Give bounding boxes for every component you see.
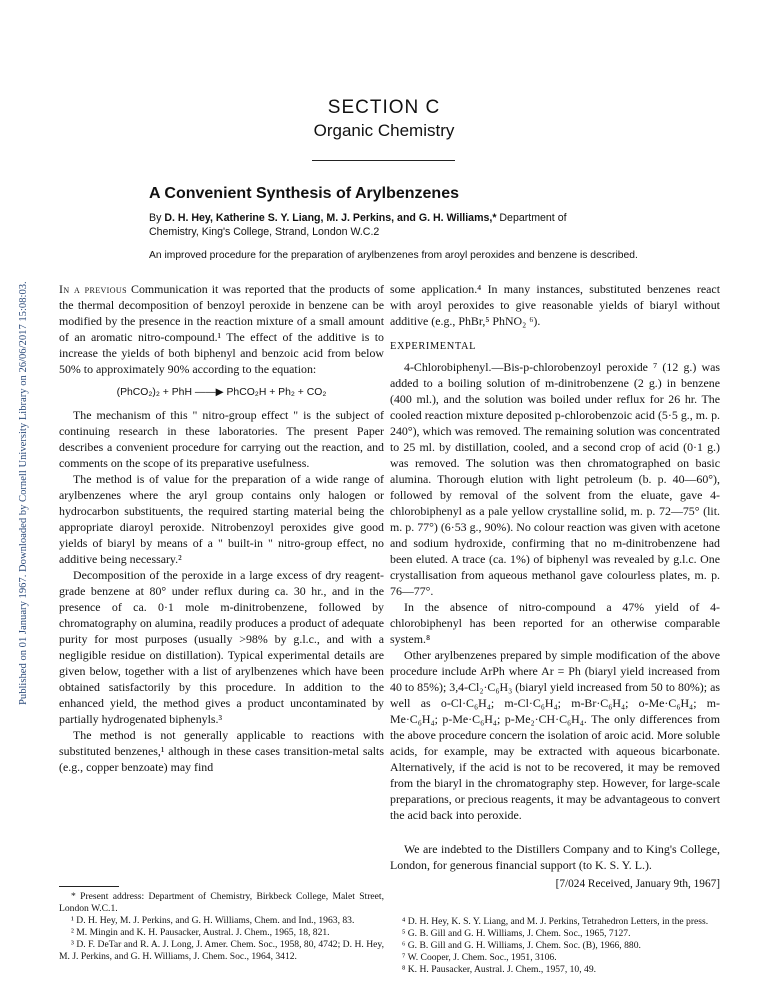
footnote: ¹ D. H. Hey, M. J. Perkins, and G. H. Williams, Chem. and Ind., 1963, 83. (71, 915, 355, 926)
abstract: An improved procedure for the preparation of arylbenzenes from aroyl peroxides and benzene is described. (149, 250, 638, 261)
paragraph-continuation: some application.⁴ In many instances, substituted benzenes react with aroyl peroxides to give reasonable yields of biaryl without additive (e.g., PhBr,⁵ PhNO₂ ⁶). (390, 282, 720, 328)
lead-in: In a previous (59, 282, 127, 296)
footnote: ² M. Mingin and K. H. Pausacker, Austral. J. Chem., 1965, 18, 821. (71, 927, 330, 938)
section-title: SECTION C (327, 97, 441, 118)
footnote: ⁸ K. H. Pausacker, Austral. J. Chem., 1957, 10, 49. (402, 964, 597, 975)
footnote-divider (59, 886, 119, 887)
authors: D. H. Hey, Katherine S. Y. Liang, M. J. Perkins, and G. H. Williams,* (164, 212, 497, 224)
footnote: ⁷ W. Cooper, J. Chem. Soc., 1951, 3106. (402, 952, 557, 963)
left-column (59, 281, 384, 775)
title-divider (312, 160, 455, 161)
right-column (390, 281, 720, 892)
acknowledgement: We are indebted to the Distillers Company and to King's College, London, for generous financial support (to K. S. Y. L.). (390, 842, 720, 872)
right-footnotes (390, 916, 720, 976)
left-footnotes (59, 886, 384, 963)
received-date: [7/024 Received, January 9th, 1967] (555, 878, 720, 890)
paragraph-intro-text: Communication it was reported that the products of the thermal decomposition of benzoyl peroxide in benzene can be modified by the presence in the reaction mixture of a small amount of an aromatic nitro-compound.¹ The effect of the additive is to increase the yields of both biphenyl and benzoic acid from below 50% to approximately 90% according to the equation: (59, 282, 385, 376)
footnote: ⁵ G. B. Gill and G. H. Williams, J. Chem. Soc., 1965, 7127. (402, 928, 631, 939)
paragraph-method: Decomposition of the peroxide in a large excess of dry reagent-grade benzene at 80° under reflux during ca. 30 hr., and in the presence of ca. 0·1 mole m-dinitrobenzene, followed by chromatography on alumina, readily produces a product of adequate purity for most purposes (usually >98% by g.l.c., and with a negligible residue on distillation). Typical experimental details are given below, together with a list of arylbenzenes which have been obtained satisfactorily by this procedure. In addition to the enhanced yield, the method gives a product uncontaminated by partially hydrogenated biphenyls.³ (59, 568, 384, 726)
paragraph-mechanism: The mechanism of this " nitro-group effect " is the subject of continuing research in these laboratories. The present Paper describes a convenient procedure for carrying out the reaction, and comments on the scope of its preparative usefulness. (59, 408, 384, 470)
paper-title: A Convenient Synthesis of Arylbenzenes (149, 185, 459, 202)
paragraph-scope: The method is of value for the preparation of a wide range of arylbenzenes where the aryl group contains only halogen or hydrocarbon substituents, the required starting material being the appropriate diaroyl peroxide. Nitrobenzoyl peroxides give good yields of biaryl by means of a " built-in " nitro-group effect, no additive being necessary.² (59, 472, 384, 566)
experimental-heading: EXPERIMENTAL (390, 341, 477, 352)
paragraph-comparison: In the absence of nitro-compound a 47% yield of 4-chlorobiphenyl has been reported for an otherwise comparable system.⁸ (390, 600, 720, 646)
footnote: * Present address: Department of Chemistry, Birkbeck College, Malet Street, London W.C.1. (59, 891, 384, 914)
download-watermark-text: Published on 01 January 1967. Downloaded by Cornell University Library on 26/06/2017 15:08:03. (18, 281, 29, 705)
footnote: ⁴ D. H. Hey, K. S. Y. Liang, and M. J. Perkins, Tetrahedron Letters, in the press. (402, 916, 709, 927)
section-subtitle: Organic Chemistry (313, 121, 455, 140)
paragraph-intro (59, 281, 384, 377)
paragraph-procedure: 4-Chlorobiphenyl.—Bis-p-chlorobenzoyl peroxide ⁷ (12 g.) was added to a boiling solution of m-dinitrobenzene (2 g.) in benzene (400 ml.), and the solution was boiled under reflux for 26 hr. The cooled reaction mixture deposited p-chlorobenzoic acid (5·5 g., m. p. 240°), which was removed. The remaining solution was concentrated to 25 ml. by distillation, cooled, and a second crop of acid (0·1 g.) was removed. The solution was then chromatographed on basic alumina. Thorough elution with light petroleum (b. p. 40—60°), followed by removal of the solvent from the eluate, gave 4-chlorobiphenyl as a pale yellow crystalline solid, m. p. 72—75° (lit. m. p. 77°) (6·53 g., 90%). No colour reaction was given with acetone and sodium hydroxide, confirming that no m-dinitrobenzene had been eluted. A trace (ca. 1%) of biphenyl was revealed by g.l.c. One crystallisation from aqueous methanol gave colourless plates, m. p. 76—77°. (390, 360, 720, 598)
authors-prefix: By (149, 212, 165, 224)
footnote: ⁶ G. B. Gill and G. H. Williams, J. Chem. Soc. (B), 1966, 880. (402, 940, 641, 951)
footnote: ³ D. F. DeTar and R. A. J. Long, J. Amer. Chem. Soc., 1958, 80, 4742; D. H. Hey, M. J. Perkins, and G. H. Williams, J. Chem. Soc., 1964, 3412. (59, 939, 384, 962)
affiliation: Department of Chemistry, King's College, Strand, London W.C.2 (149, 212, 567, 238)
download-watermark (5, 175, 29, 705)
author-line (149, 211, 619, 239)
paragraph-limitations: The method is not generally applicable to reactions with substituted benzenes,¹ although in these cases transition-metal salts (e.g., copper benzoate) may find (59, 728, 384, 774)
reaction-equation: (PhCO₂)₂ + PhH ——▶ PhCO₂H + Ph₂ + CO₂ (116, 387, 327, 398)
paragraph-other-arylbenzenes: Other arylbenzenes prepared by simple modification of the above procedure include ArPh where Ar = Ph (biaryl yield increased from 40 to 85%); 3,4-Cl₂·C₆H₃ (biaryl yield increased from 50 to 80%); as well as o-Cl·C₆H₄; m-Cl·C₆H₄; m-Br·C₆H₄; o-Me·C₆H₄; m-Me·C₆H₄; p-Me·C₆H₄; p-Me₂·CH·C₆H₄. The only differences from the above procedure concern the isolation of aroic acid. More soluble acids, for example, may be extracted with aqueous bicarbonate. Alternatively, if the acid is not to be recovered, it may be removed from the biaryl in the chromatography step. However, for large-scale preparations, or precious reagents, it may be advantageous to convert the acid back into peroxide. (390, 648, 720, 822)
